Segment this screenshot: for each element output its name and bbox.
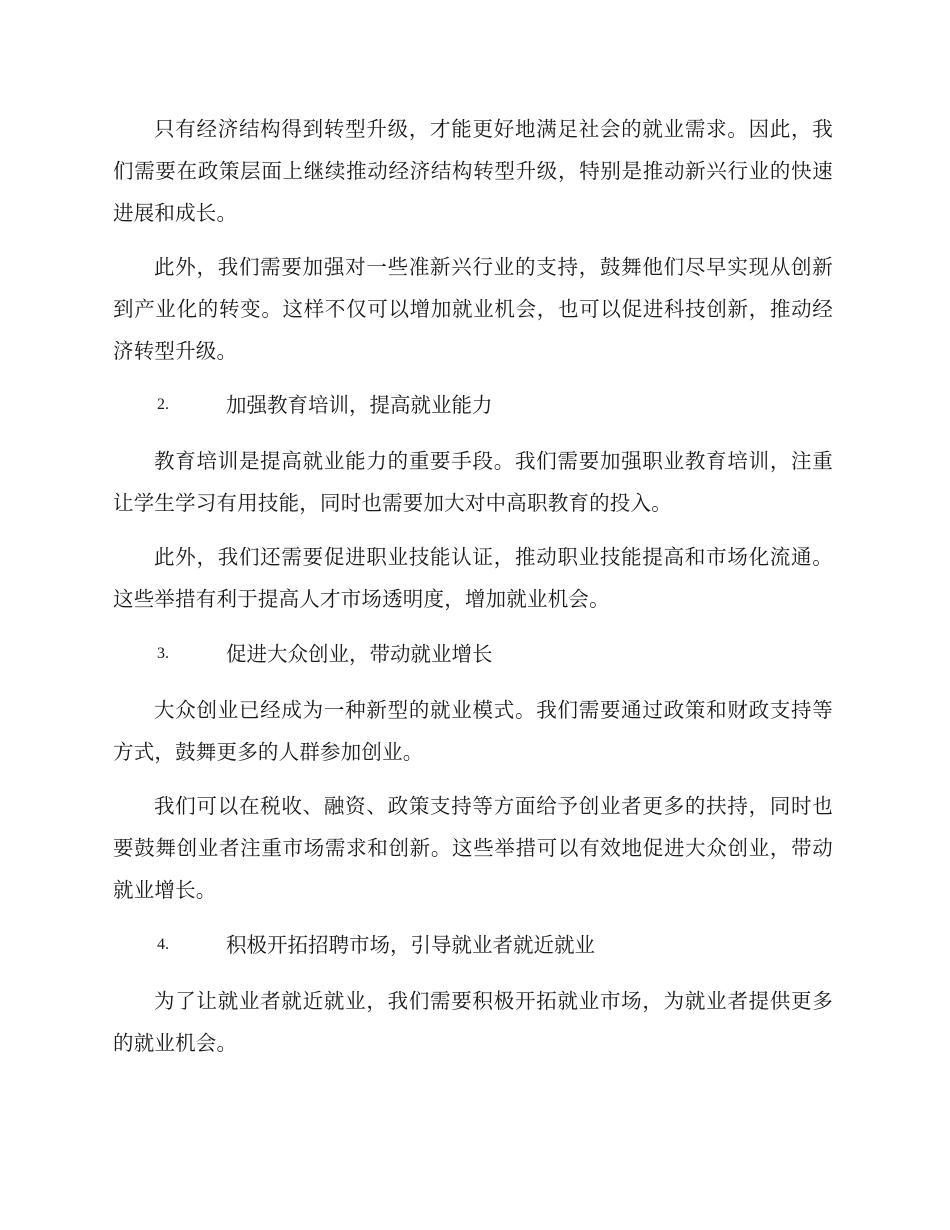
paragraph: 此外，我们还需要促进职业技能认证，推动职业技能提高和市场化流通。这些举措有利于提高人才市场透明度，增加就业机会。 xyxy=(113,545,833,611)
section-number: 2. xyxy=(157,396,169,413)
section-heading xyxy=(0,924,950,966)
paragraph: 为了让就业者就近就业，我们需要积极开拓就业市场，为就业者提供更多的就业机会。 xyxy=(113,989,833,1055)
paragraph: 大众创业已经成为一种新型的就业模式。我们需要通过政策和财政支持等方式，鼓舞更多的人群参加创业。 xyxy=(113,698,833,764)
paragraph: 只有经济结构得到转型升级，才能更好地满足社会的就业需求。因此，我们需要在政策层面上继续推动经济结构转型升级，特别是推动新兴行业的快速进展和成长。 xyxy=(113,117,833,225)
section-title: 促进大众创业，带动就业增长 xyxy=(226,642,493,666)
section-title: 加强教育培训，提高就业能力 xyxy=(226,393,493,417)
paragraph: 此外，我们需要加强对一些准新兴行业的支持，鼓舞他们尽早实现从创新到产业化的转变。这样不仅可以增加就业机会，也可以促进科技创新，推动经济转型升级。 xyxy=(113,255,833,363)
paragraph: 教育培训是提高就业能力的重要手段。我们需要加强职业教育培训，注重让学生学习有用技能，同时也需要加大对中高职教育的投入。 xyxy=(113,449,833,515)
section-heading xyxy=(0,384,950,426)
section-number: 3. xyxy=(157,645,169,662)
paragraph: 我们可以在税收、融资、政策支持等方面给予创业者更多的扶持，同时也要鼓舞创业者注重市场需求和创新。这些举措可以有效地促进大众创业，带动就业增长。 xyxy=(113,794,833,902)
section-number: 4. xyxy=(157,936,169,953)
section-title: 积极开拓招聘市场，引导就业者就近就业 xyxy=(226,933,595,957)
section-heading xyxy=(0,633,950,675)
